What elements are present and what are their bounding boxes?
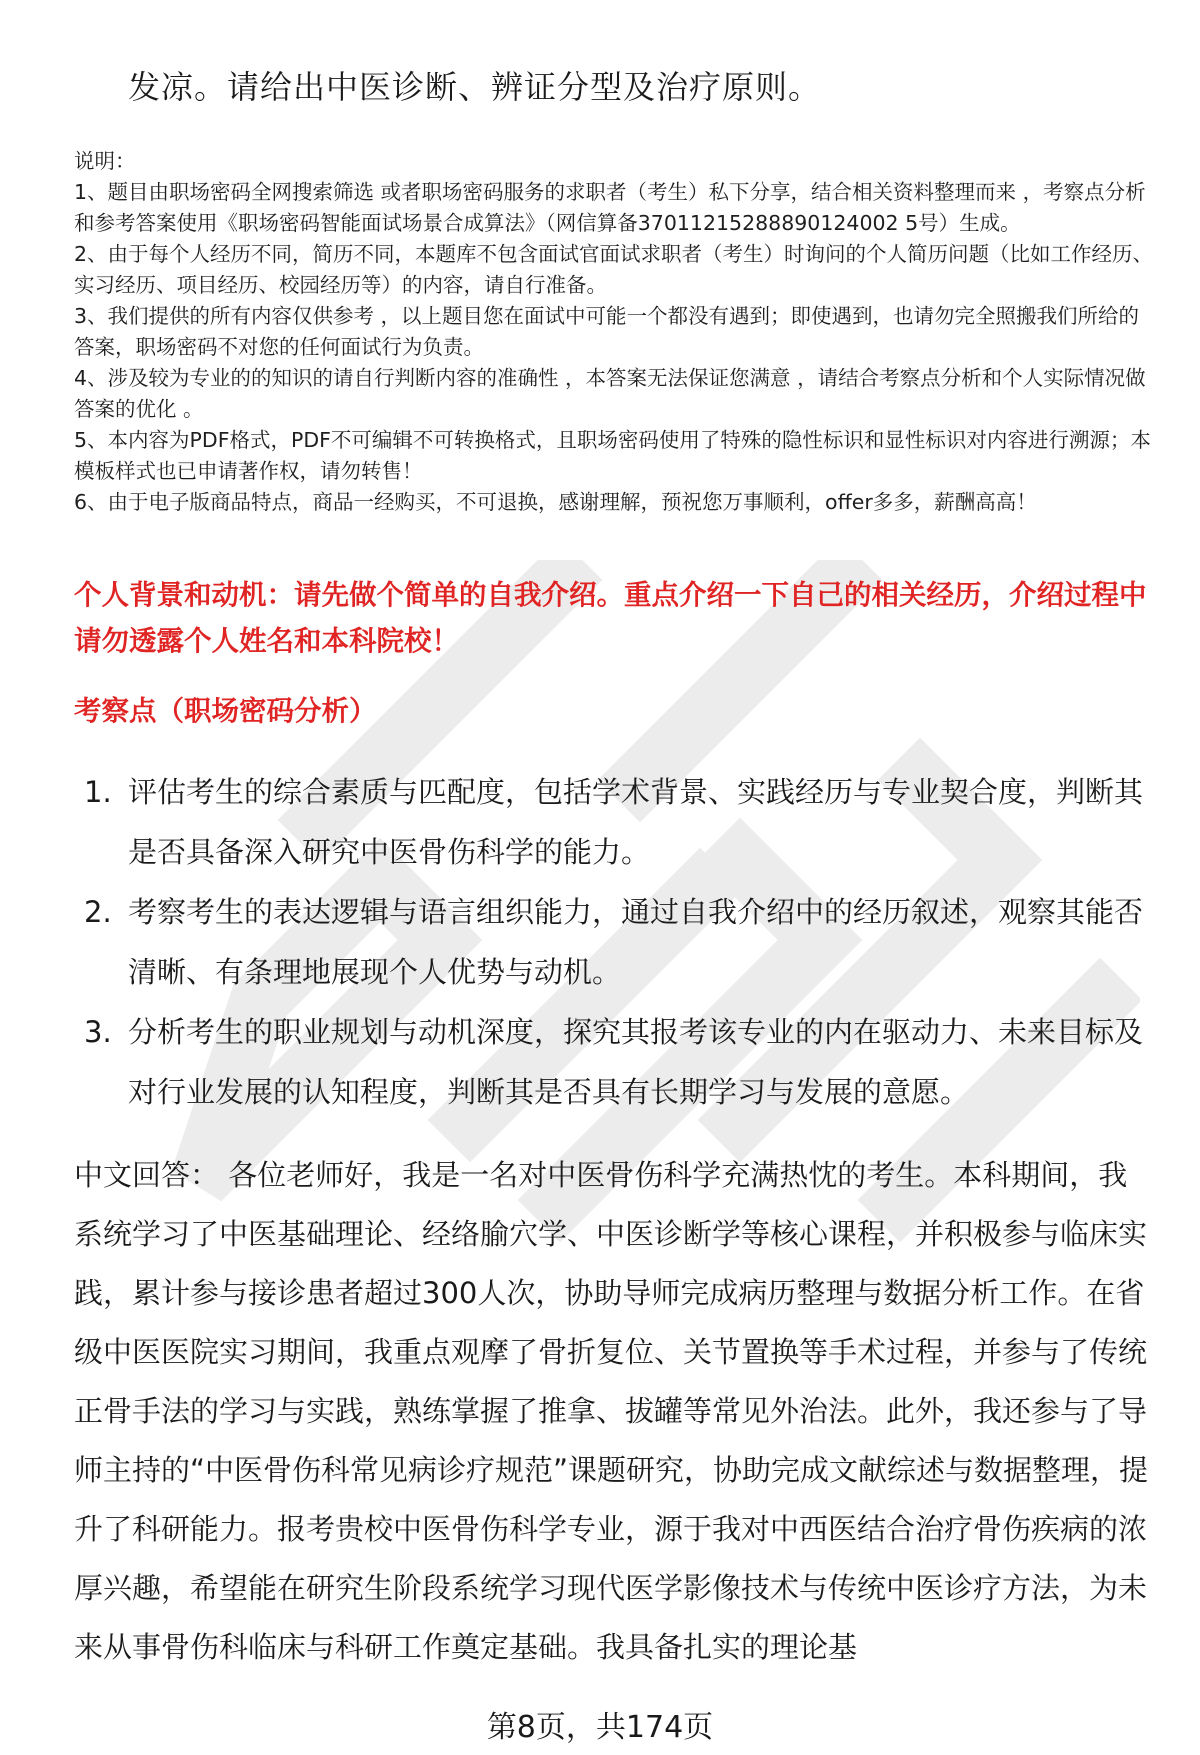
notes-title: 说明：: [74, 149, 136, 173]
section-title: 考察点（职场密码分析）: [74, 695, 377, 727]
list-item-text: 分析考生的职业规划与动机深度，探究其报考该专业的内在驱动力、未来目标及对行业发展的认知程度，判断其是否具有长期学习与发展的意愿。: [128, 1015, 1144, 1109]
interview-question: 个人背景和动机：请先做个简单的自我介绍。重点介绍一下自己的相关经历，介绍过程中请勿透露个人姓名和本科院校！: [74, 579, 1147, 657]
list-item-number: 3.: [84, 1015, 112, 1049]
answer-paragraph: 中文回答： 各位老师好，我是一名对中医骨伤科学充满热忱的考生。本科期间，我系统学习了中医基础理论、经络腧穴学、中医诊断学等核心课程，并积极参与临床实践，累计参与接诊患者超过300人次，协助导师完成病历整理与数据分析工作。在省级中医医院实习期间，我重点观摩了骨折复位、关节置换等手术过程，并参与了传统正骨手法的学习与实践，熟练掌握了推拿、拔罐等常见外治法。此外，我还参与了导师主持的“中医骨伤科常见病诊疗规范”课题研究，协助完成文献综述与数据整理，提升了科研能力。报考贵校中医骨伤科学专业，源于我对中西医结合治疗骨伤疾病的浓厚兴趣，希望能在研究生阶段系统学习现代医学影像技术与传统中医诊疗方法，为未来从事骨伤科临床与科研工作奠定基础。我具备扎实的理论基: [74, 1158, 1149, 1664]
note-item-1: 1、题目由职场密码全网搜索筛选 或者职场密码服务的求职者（考生）私下分享，结合相关资料整理而来 ，考察点分析和参考答案使用《职场密码智能面试场景合成算法》（网信算备37011215288890124002 5号）生成。: [74, 180, 1146, 235]
disclaimer-notes: [74, 146, 1154, 518]
list-item-text: 考察考生的表达逻辑与语言组织能力，通过自我介绍中的经历叙述，观察其能否清晰、有条理地展现个人优势与动机。: [128, 895, 1144, 989]
page-number: 第8页，共174页: [486, 1710, 714, 1745]
list-item-text: 评估考生的综合素质与匹配度，包括学术背景、实践经历与专业契合度，判断其是否具备深入研究中医骨伤科学的能力。: [128, 775, 1144, 869]
list-item: [74, 762, 1154, 882]
note-item-6: 6、由于电子版商品特点，商品一经购买，不可退换，感谢理解，预祝您万事顺利，offer多多，薪酬高高！: [74, 490, 1037, 514]
list-item: [74, 882, 1154, 1002]
note-item-5: 5、本内容为PDF格式，PDF不可编辑不可转换格式，且职场密码使用了特殊的隐性标识和显性标识对内容进行溯源；本模板样式也已申请著作权，请勿转售！: [74, 428, 1151, 483]
note-item-4: 4、涉及较为专业的的知识的请自行判断内容的准确性 ，本答案无法保证您满意 ，请结合考察点分析和个人实际情况做答案的优化 。: [74, 366, 1146, 421]
list-item-number: 1.: [84, 775, 112, 809]
list-item-number: 2.: [84, 895, 112, 929]
note-item-3: 3、我们提供的所有内容仅供参考 ，以上题目您在面试中可能一个都没有遇到；即使遇到，也请勿完全照搬我们所给的答案，职场密码不对您的任何面试行为负责。: [74, 304, 1140, 359]
assessment-points-list: [74, 762, 1154, 1122]
list-item: [74, 1002, 1154, 1122]
question-tail-text: 发凉。请给出中医诊断、辨证分型及治疗原则。: [128, 68, 822, 106]
note-item-2: 2、由于每个人经历不同，简历不同，本题库不包含面试官面试求职者（考生）时询问的个人简历问题（比如工作经历、实习经历、项目经历、校园经历等）的内容，请自行准备。: [74, 242, 1154, 297]
